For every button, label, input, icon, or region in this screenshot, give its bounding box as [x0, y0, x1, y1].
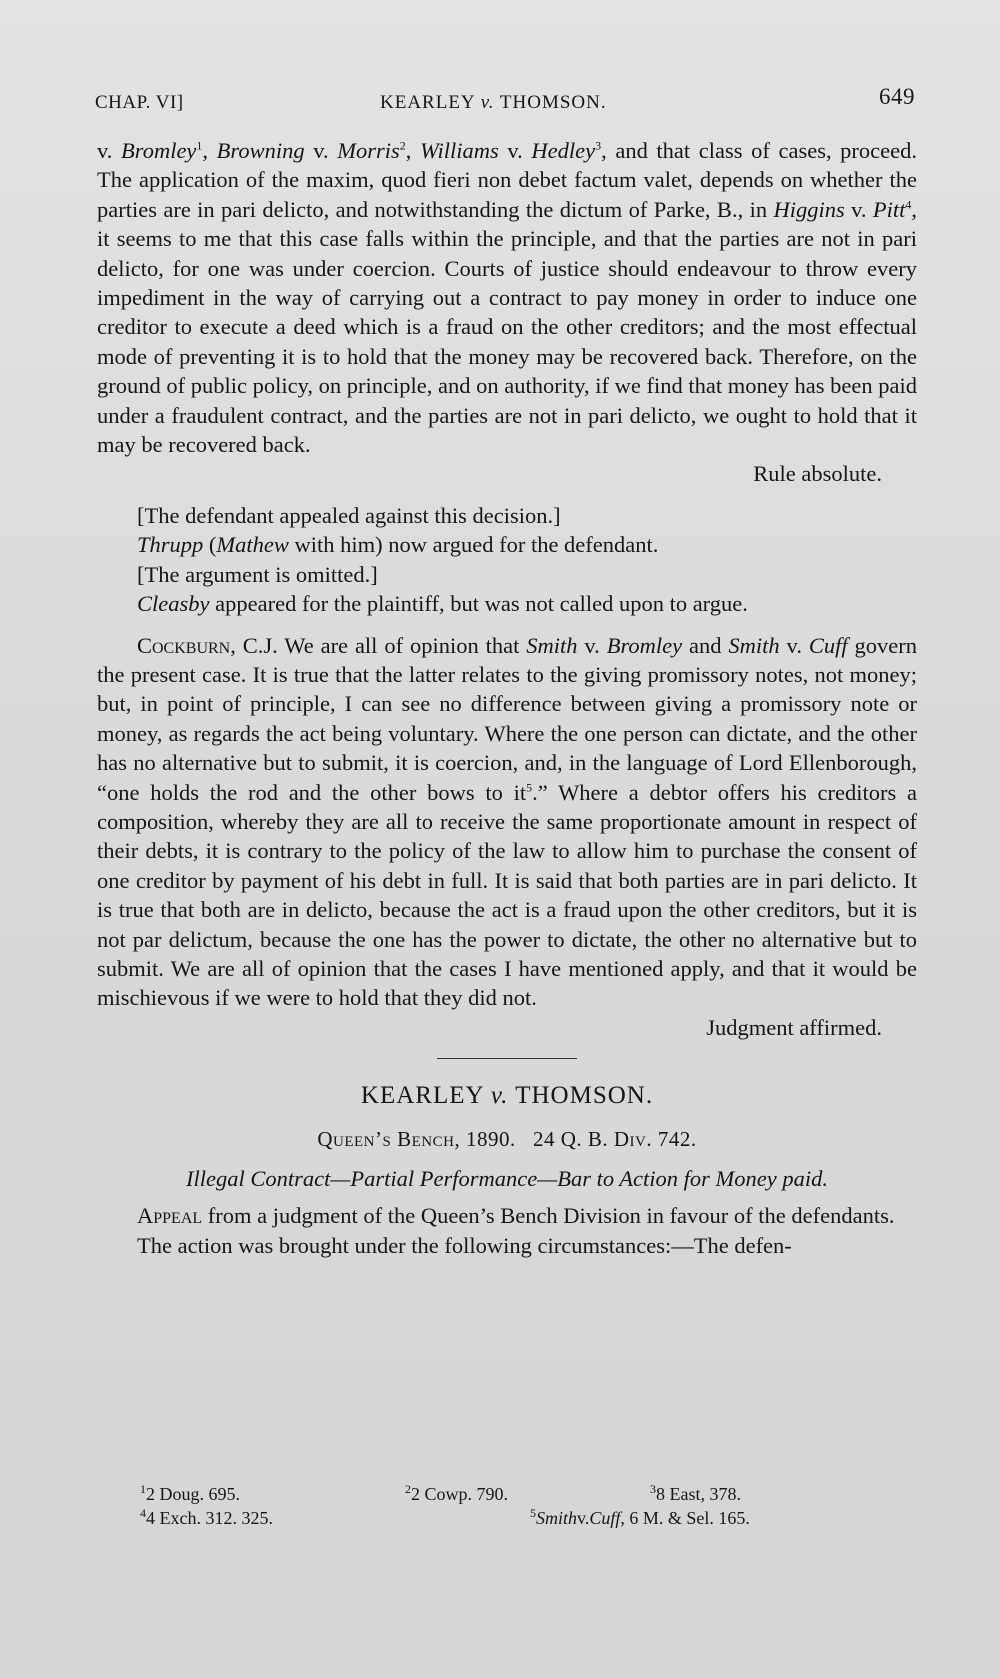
running-title: KEARLEY v. THOMSON. [380, 92, 607, 113]
footnote-row [140, 1482, 880, 1506]
judgment-affirmed: Judgment affirmed. [706, 1014, 882, 1040]
appeal-note: [The defendant appealed against this decision.] [137, 502, 561, 528]
court-citation: Queen’s Bench, 1890. 24 Q. B. Div. 742. [317, 1126, 697, 1151]
chapter-label: CHAP. VI] [95, 92, 184, 113]
appeal-paragraph: Appeal from a judgment of the Queen’s Bench Division in favour of the defendants. [137, 1203, 895, 1229]
cleasby-note: Cleasby appeared for the plaintiff, but was not called upon to argue. [137, 591, 748, 617]
footnote-1: $^1$2 Doug. 695. [140, 1482, 240, 1504]
footnote-row [140, 1506, 880, 1530]
action-paragraph: The action was brought under the following circumstances:—The defen- [137, 1232, 792, 1258]
section-divider [437, 1058, 577, 1059]
headnote: Illegal Contract—Partial Performance—Bar to Action for Money paid. [185, 1166, 829, 1191]
argument-note: Thrupp (Mathew with him) now argued for the defendant. [137, 532, 659, 558]
page-number: 649 [879, 84, 915, 109]
footnote-3: $^3$8 East, 378. [650, 1482, 741, 1504]
omitted-note: [The argument is omitted.] [137, 561, 378, 587]
footnotes [140, 1482, 880, 1530]
footnote-5: $^5$Smithv.Cuff, 6 M. & Sel. 165. [530, 1506, 750, 1528]
case-title: KEARLEY v. THOMSON. [360, 1082, 654, 1110]
paragraph-opinion-continued: v. Bromley$^1$, Browning v. Morris$^2$, Williams v. Hedley$^3$, and that class of cases, proceed. The application of the maxim, quod fieri non debet factum valet, depends on whether the parties are in pari delicto, and notwithstanding the dictum of Parke, B., in Higgins v. Pitt$^4$, it seems to me that this case falls within the principle, and that the parties are not in pari delicto, for one was under coercion. Courts of justice should endeavour to throw every impediment in the way of carrying out a contract to pay money in order to induce one creditor to execute a deed which is a fraud on the other creditors; and the most effectual mode of preventing it is to hold that the money may be recovered back. Therefore, on the ground of public policy, on principle, and on authority, if we find that money has been paid under a fraudulent contract, and the parties are not in pari delicto, we ought to hold that it may be recovered back. [97, 138, 918, 458]
running-header [95, 84, 915, 118]
paragraph-judgment: Cockburn, C.J. We are all of opinion that Smith v. Bromley and Smith v. Cuff govern the present case. It is true that the latter relates to the giving promissory notes, not money; but, in point of principle, I can see no difference between giving a promissory note or money, as regards the act being voluntary. Where the one person can dictate, and the other has no alternative but to submit, it is coercion, and, in the language of Lord Ellenborough, “one holds the rod and the other bows to $it^5$.” Where a debtor offers his creditors a composition, whereby they are all to receive the same proportionate amount in respect of their debts, it is contrary to the policy of the law to allow him to purchase the consent of one creditor by payment of his debt in full. It is said that both parties are in pari delicto. It is true that both are in delicto, because the act is a fraud upon the other creditors, but it is not par delictum, because the one has the power to dictate, the other no alternative but to submit. We are all of opinion that the cases I have mentioned apply, and that it would be mischievous if we were to hold that they did not. [97, 632, 917, 1011]
rule-absolute: Rule absolute. [753, 461, 882, 487]
footnote-4: $^4$4 Exch. 312. 325. [140, 1506, 273, 1528]
footnote-2: $^2$2 Cowp. 790. [405, 1482, 509, 1504]
page-body [97, 136, 917, 1260]
